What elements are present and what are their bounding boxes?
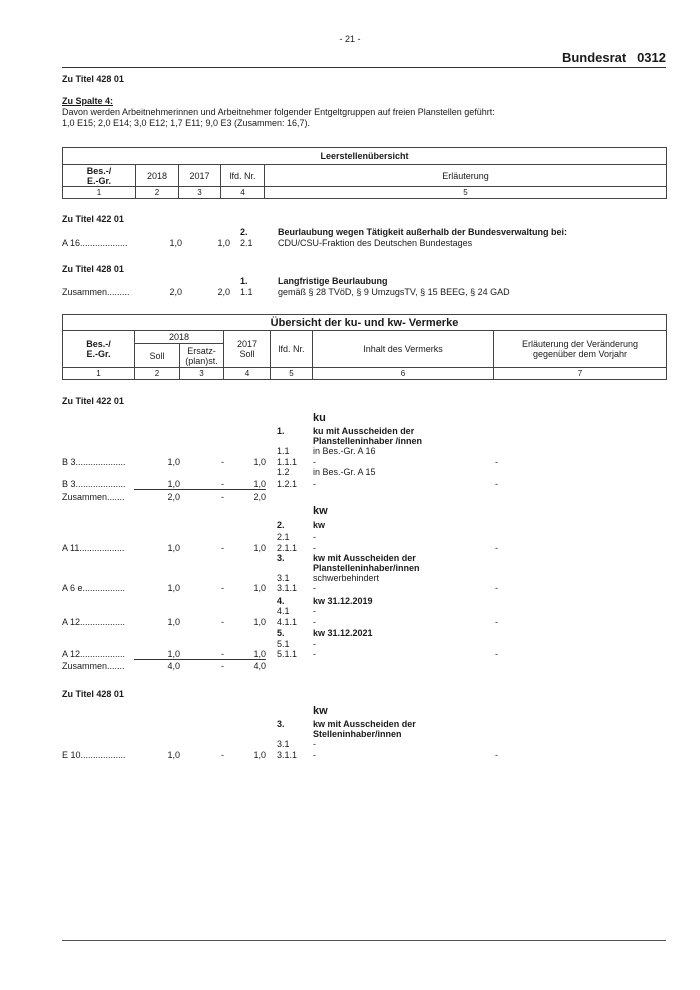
vermerk-lfd-nr: 4.1.1 xyxy=(277,617,298,627)
ku422-titel: Zu Titel 422 01 xyxy=(62,396,124,406)
vermerk-lfd-nr: 5. xyxy=(277,628,285,638)
leerstellen-header-erlaeuterung: Erläuterung xyxy=(265,165,667,187)
vermerk-inhalt: - xyxy=(313,583,316,593)
vermerk-lfd-nr: 3.1.1 xyxy=(277,750,298,760)
vermerk-erlaeuterung: - xyxy=(495,457,498,467)
vermerk-ersatz: - xyxy=(221,492,224,502)
vermerk-lfd-nr: 2. xyxy=(277,520,285,530)
vermerk-group: A 12.................. xyxy=(62,649,126,659)
vermerk-erlaeuterung: - xyxy=(495,479,498,489)
vermerk-group: E 10.................. xyxy=(62,750,126,760)
vermerk-soll: 1,0 xyxy=(167,617,180,627)
vermerk-inhalt: - xyxy=(313,606,316,616)
vermerk-group: A 12.................. xyxy=(62,617,126,627)
vermerk-ersatz: - xyxy=(180,649,224,660)
kw428-heading: kw xyxy=(313,705,328,717)
leerstellen-header-2018: 2018 xyxy=(136,165,179,187)
intro-titel: Zu Titel 428 01 xyxy=(62,74,124,84)
vermerk-soll: 1,0 xyxy=(167,750,180,760)
vermerke-colnum: 1 xyxy=(63,368,135,380)
vermerke-header-inhalt: Inhalt des Vermerks xyxy=(313,331,494,368)
vermerk-2017-soll: 4,0 xyxy=(253,661,266,671)
vermerke-colnum: 7 xyxy=(494,368,667,380)
row-erlaeuterung: Langfristige Beurlaubung xyxy=(278,276,388,286)
vermerk-group: Zusammen....... xyxy=(62,661,125,671)
vermerk-lfd-nr: 5.1 xyxy=(277,639,290,649)
vermerk-inhalt: - xyxy=(313,639,316,649)
vermerk-lfd-nr: 3.1 xyxy=(277,573,290,583)
vermerke-colnum: 5 xyxy=(271,368,313,380)
header-rule xyxy=(62,67,666,68)
vermerk-inhalt: - xyxy=(313,649,316,659)
vermerk-lfd-nr: 1. xyxy=(277,426,285,436)
vermerk-soll: 1,0 xyxy=(134,649,180,660)
vermerk-lfd-nr: 3.1 xyxy=(277,739,290,749)
vermerk-inhalt: - xyxy=(313,457,316,467)
vermerk-2017-soll: 1,0 xyxy=(253,583,266,593)
vermerk-erlaeuterung: - xyxy=(495,617,498,627)
vermerk-lfd-nr: 2.1.1 xyxy=(277,543,298,553)
intro-line-1: Davon werden Arbeitnehmerinnen und Arbeitnehmer folgender Entgeltgruppen auf freien Planstellen geführt: xyxy=(62,107,495,117)
vermerke-header-erlaeuterung: Erläuterung der Veränderung gegenüber dem Vorjahr xyxy=(494,331,667,368)
vermerk-group: A 6 e................. xyxy=(62,583,126,593)
vermerke-title: Übersicht der ku- und kw- Vermerke xyxy=(63,315,667,331)
section1-titel: Zu Titel 422 01 xyxy=(62,214,124,224)
vermerk-2017-soll: 1,0 xyxy=(253,457,266,467)
row-lfd-nr: 2. xyxy=(240,227,248,237)
vermerk-2017-soll: 1,0 xyxy=(253,750,266,760)
vermerk-2017-soll: 2,0 xyxy=(253,492,266,502)
section2-titel: Zu Titel 428 01 xyxy=(62,264,124,274)
vermerk-ersatz: - xyxy=(221,543,224,553)
leerstellen-colnum: 3 xyxy=(179,187,221,199)
vermerke-header-lfd: lfd. Nr. xyxy=(271,331,313,368)
page-number: - 21 - xyxy=(339,34,361,44)
vermerk-lfd-nr: 1.1 xyxy=(277,446,290,456)
vermerk-inhalt: - xyxy=(313,617,316,627)
vermerk-inhalt: kw 31.12.2019 xyxy=(313,596,373,606)
vermerk-lfd-nr: 1.2.1 xyxy=(277,479,298,489)
vermerk-ersatz: - xyxy=(221,661,224,671)
vermerk-inhalt: in Bes.-Gr. A 16 xyxy=(313,446,376,456)
vermerk-soll: 1,0 xyxy=(167,583,180,593)
vermerk-soll: 1,0 xyxy=(167,457,180,467)
leerstellen-header-2017: 2017 xyxy=(179,165,221,187)
row-group: Zusammen......... xyxy=(62,287,130,297)
kw428-titel: Zu Titel 428 01 xyxy=(62,689,124,699)
vermerk-group: B 3.................... xyxy=(62,479,126,489)
leerstellen-colnum: 5 xyxy=(265,187,667,199)
vermerk-2017-soll: 1,0 xyxy=(253,543,266,553)
vermerk-inhalt: schwerbehindert xyxy=(313,573,380,583)
vermerk-inhalt: - xyxy=(313,543,316,553)
vermerk-erlaeuterung: - xyxy=(495,543,498,553)
vermerk-soll: 2,0 xyxy=(167,492,180,502)
vermerke-colnum: 4 xyxy=(224,368,271,380)
intro-spalte: Zu Spalte 4: xyxy=(62,96,114,106)
vermerk-ersatz: - xyxy=(221,750,224,760)
vermerk-lfd-nr: 3. xyxy=(277,553,285,563)
leerstellen-colnum: 4 xyxy=(221,187,265,199)
vermerke-header-ersatz: Ersatz- (plan)st. xyxy=(180,344,224,368)
row-group: A 16................... xyxy=(62,238,128,248)
vermerke-header-2017: 2017 Soll xyxy=(224,331,271,368)
row-2017: 1,0 xyxy=(217,238,230,248)
vermerk-erlaeuterung: - xyxy=(495,649,498,659)
vermerke-colnum: 6 xyxy=(313,368,494,380)
row-lfd-nr: 2.1 xyxy=(240,238,253,248)
vermerk-inhalt: kw mit Ausscheiden der Planstelleninhaber/innen xyxy=(313,553,420,573)
row-erlaeuterung: CDU/CSU-Fraktion des Deutschen Bundestages xyxy=(278,238,473,248)
leerstellen-title: Leerstellenübersicht xyxy=(63,148,667,165)
vermerk-lfd-nr: 2.1 xyxy=(277,532,290,542)
vermerk-lfd-nr: 4.1 xyxy=(277,606,290,616)
vermerke-colnum: 2 xyxy=(135,368,180,380)
leerstellen-colnum: 1 xyxy=(63,187,136,199)
document-header: Bundesrat 0312 xyxy=(561,50,666,65)
kw422-heading: kw xyxy=(313,505,328,517)
vermerk-group: A 11.................. xyxy=(62,543,125,553)
leerstellen-header-lfd: lfd. Nr. xyxy=(221,165,265,187)
vermerk-group: B 3.................... xyxy=(62,457,126,467)
vermerk-ersatz: - xyxy=(221,583,224,593)
vermerke-header-besgr: Bes.-/ E.-Gr. xyxy=(63,331,135,368)
vermerk-soll: 4,0 xyxy=(167,661,180,671)
row-lfd-nr: 1. xyxy=(240,276,248,286)
vermerk-inhalt: ku mit Ausscheiden der Planstelleninhaber /innen xyxy=(313,426,423,446)
vermerk-lfd-nr: 5.1.1 xyxy=(277,649,298,659)
vermerk-inhalt: - xyxy=(313,479,316,489)
vermerk-erlaeuterung: - xyxy=(495,583,498,593)
vermerk-ersatz: - xyxy=(180,479,224,490)
vermerk-group: Zusammen....... xyxy=(62,492,125,502)
vermerk-inhalt: - xyxy=(313,532,316,542)
vermerke-colnum: 3 xyxy=(180,368,224,380)
leerstellen-header-besgr: Bes.-/ E.-Gr. xyxy=(63,165,136,187)
row-erlaeuterung: Beurlaubung wegen Tätigkeit außerhalb der Bundesverwaltung bei: xyxy=(278,227,568,237)
leerstellen-table xyxy=(62,147,667,199)
vermerke-header-2018: 2018 xyxy=(135,331,224,344)
vermerk-inhalt: kw xyxy=(313,520,326,530)
vermerk-2017-soll: 1,0 xyxy=(224,649,266,660)
vermerk-soll: 1,0 xyxy=(134,479,180,490)
vermerk-inhalt: - xyxy=(313,750,316,760)
vermerk-erlaeuterung: - xyxy=(495,750,498,760)
leerstellen-colnum: 2 xyxy=(136,187,179,199)
vermerk-2017-soll: 1,0 xyxy=(253,617,266,627)
vermerk-ersatz: - xyxy=(221,457,224,467)
footer-rule xyxy=(62,940,666,941)
vermerk-inhalt: kw 31.12.2021 xyxy=(313,628,373,638)
vermerk-inhalt: kw mit Ausscheiden der Stelleninhaber/innen xyxy=(313,719,416,739)
vermerk-inhalt: - xyxy=(313,739,316,749)
vermerk-lfd-nr: 4. xyxy=(277,596,285,606)
vermerk-lfd-nr: 1.1.1 xyxy=(277,457,298,467)
vermerk-lfd-nr: 3. xyxy=(277,719,285,729)
vermerk-lfd-nr: 3.1.1 xyxy=(277,583,298,593)
vermerk-ersatz: - xyxy=(221,617,224,627)
vermerk-lfd-nr: 1.2 xyxy=(277,467,290,477)
vermerk-inhalt: in Bes.-Gr. A 15 xyxy=(313,467,376,477)
vermerk-soll: 1,0 xyxy=(167,543,180,553)
row-2018: 1,0 xyxy=(169,238,182,248)
vermerke-table xyxy=(62,314,667,380)
intro-line-2: 1,0 E15; 2,0 E14; 3,0 E12; 1,7 E11; 9,0 E3 (Zusammen: 16,7). xyxy=(62,118,310,128)
row-erlaeuterung: gemäß § 28 TVöD, § 9 UmzugsTV, § 15 BEEG, § 24 GAD xyxy=(278,287,510,297)
vermerk-2017-soll: 1,0 xyxy=(224,479,266,490)
row-2018: 2,0 xyxy=(169,287,182,297)
ku422-heading: ku xyxy=(313,412,326,424)
vermerke-header-soll: Soll xyxy=(135,344,180,368)
row-2017: 2,0 xyxy=(217,287,230,297)
row-lfd-nr: 1.1 xyxy=(240,287,253,297)
